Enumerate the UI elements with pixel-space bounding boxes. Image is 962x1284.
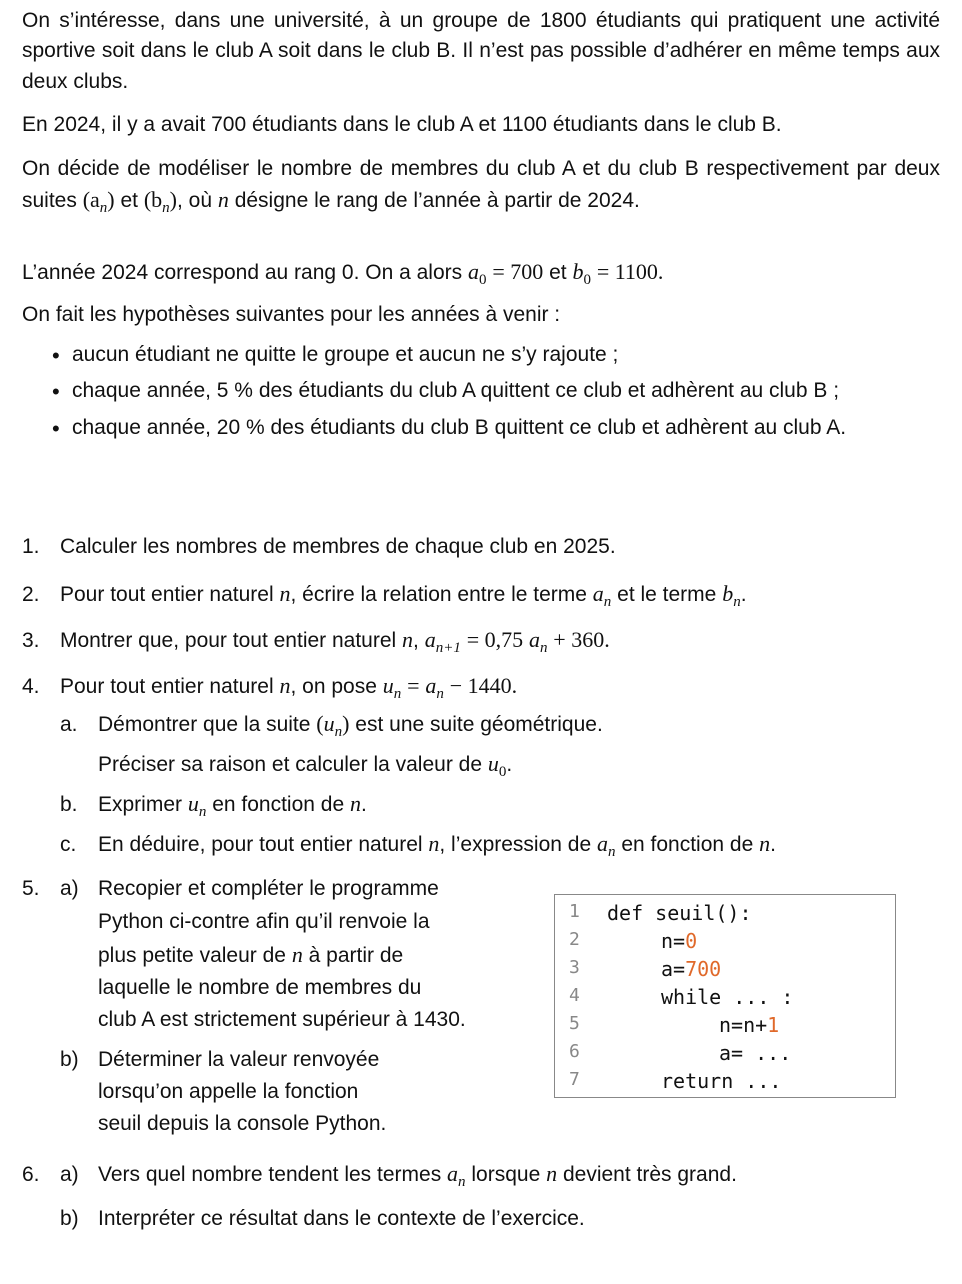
question-2-text-a: Pour tout entier naturel — [60, 583, 274, 606]
question-3-text: Montrer que, pour tout entier naturel — [60, 629, 397, 652]
question-4c-text-b: , l’expression de — [439, 833, 592, 856]
hypothesis-item: • chaque année, 5 % des étudiants du club A quittent ce club et adhèrent au club B ; — [22, 376, 892, 406]
question-1-text: Calculer les nombres de membres de chaque club en 2025. — [60, 535, 616, 558]
question-3-number: 3. — [22, 629, 40, 652]
code-line-5: 5 n=n+1 — [569, 1013, 780, 1037]
question-4b-text-b: en fonction de — [212, 793, 345, 816]
variable-n: n — [217, 187, 229, 213]
question-4a-line2-text: Préciser sa raison et calculer la valeur de — [98, 753, 483, 776]
intro-paragraph-4 — [22, 256, 940, 292]
question-2-text-b: , écrire la relation entre le terme — [290, 583, 587, 606]
question-6a-text-a: Vers quel nombre tendent les termes — [98, 1163, 442, 1186]
question-3-coefficient: = 0,75 — [466, 627, 524, 652]
hypothesis-item: • chaque année, 20 % des étudiants du club B quittent ce club et adhèrent au club A. — [22, 413, 892, 443]
question-4c: c. En déduire, pour tout entier naturel n, l’expression de $a_n$ en fonction de n. — [60, 831, 776, 860]
question-4b-label: b. — [60, 793, 78, 816]
hypotheses-list — [22, 340, 922, 449]
question-4b-text-a: Exprimer — [98, 793, 183, 816]
question-5a-body — [98, 906, 538, 1036]
question-5a-line4: laquelle le nombre de membres du — [98, 975, 422, 999]
question-1-number: 1. — [22, 535, 40, 558]
sequence-b-notation: $(b_n)$ — [143, 187, 177, 217]
b0-term: $b_0$ — [572, 259, 591, 288]
question-2: 2. Pour tout entier naturel n, écrire la relation entre le terme $a_n$ et le terme $b_n$. — [22, 581, 747, 610]
question-4c-text-a: En déduire, pour tout entier naturel — [98, 833, 423, 856]
hypothesis-item: • aucun étudiant ne quitte le groupe et aucun ne s’y rajoute ; — [22, 340, 922, 370]
question-4b: b. Exprimer $u_n$ en fonction de n. — [60, 791, 367, 820]
intro-paragraph-1: On s’intéresse, dans une université, à un groupe de 1800 étudiants qui pratiquent une activité sportive soit dans le club A soit dans le club B. Il n’est pas possible d’adhérer en même temps aux deux clubs. — [22, 9, 940, 93]
question-1 — [22, 532, 940, 562]
question-6a: 6. a) Vers quel nombre tendent les termes $a_n$ lorsque n devient très grand. — [22, 1161, 737, 1190]
question-5-number: 5. — [22, 877, 40, 900]
question-5b-line1: Déterminer la valeur renvoyée — [98, 1048, 380, 1071]
question-6a-label: a) — [60, 1163, 79, 1186]
question-5b-line2: lorsqu’on appelle la fonction — [98, 1079, 359, 1103]
code-line-7: 7 return ... — [569, 1069, 782, 1093]
question-5a-line5: club A est strictement supérieur à 1430. — [98, 1007, 466, 1031]
question-6b-text: Interpréter ce résultat dans le contexte de l’exercice. — [98, 1207, 585, 1230]
question-6-number: 6. — [22, 1163, 40, 1186]
intro-paragraph-2: En 2024, il y a avait 700 étudiants dans le club A et 1100 étudiants dans le club B. — [22, 113, 782, 136]
question-4-number: 4. — [22, 675, 40, 698]
question-4a-label: a. — [60, 713, 78, 736]
question-5b-line3: seuil depuis la console Python. — [98, 1111, 387, 1135]
question-4c-label: c. — [60, 833, 77, 856]
question-5a-line1: Recopier et compléter le programme — [98, 877, 439, 900]
question-4c-text-c: en fonction de — [621, 833, 754, 856]
question-6b — [60, 1204, 940, 1234]
question-4: 4. Pour tout entier naturel n, on pose $u_n = a_n - 1440$. — [22, 673, 518, 702]
question-4a: a. Démontrer que la suite $(u_n)$ est une suite géométrique. — [60, 711, 603, 740]
question-5a-line2: Python ci-contre afin qu’il renvoie la — [98, 910, 430, 933]
question-6a-text-b: lorsque — [471, 1163, 541, 1186]
intro-p3-text-c: désigne le rang de l’année à partir de 2024. — [234, 189, 640, 213]
question-3: 3. Montrer que, pour tout entier naturel n, $a_{n+1} = 0,75$ $a_n + 360$. — [22, 627, 610, 656]
python-code-box — [554, 894, 896, 1098]
question-3-constant: + 360. — [553, 627, 610, 652]
code-line-3: 3 a=700 — [569, 957, 722, 981]
b0-value: = 1100. — [596, 259, 664, 284]
question-2-text-c: et le terme — [617, 583, 717, 606]
question-4a-text-b: est une suite géométrique. — [355, 713, 603, 736]
question-4-constant: − 1440. — [449, 673, 518, 698]
intro-p4-et: et — [549, 261, 567, 284]
question-5b — [60, 1044, 540, 1140]
question-5a-line3: plus petite valeur de n à partir de — [98, 941, 404, 967]
code-line-6: 6 a= ... — [569, 1041, 792, 1065]
intro-p3-text-b: , où — [176, 189, 213, 213]
question-4-text-a: Pour tout entier naturel — [60, 675, 274, 698]
a0-term: $a_0$ — [468, 259, 487, 288]
intro-p4-text: L’année 2024 correspond au rang 0. On a alors — [22, 261, 463, 284]
code-line-1: 1 def seuil(): — [569, 901, 752, 925]
question-5a-label: a) — [60, 877, 79, 900]
question-6a-text-c: devient très grand. — [562, 1163, 737, 1186]
intro-paragraph-3 — [22, 154, 940, 220]
question-2-number: 2. — [22, 583, 40, 606]
intro-p3-et: et — [120, 189, 138, 213]
code-line-4: 4 while ... : — [569, 985, 794, 1009]
question-4a-text: Démontrer que la suite — [98, 713, 311, 736]
intro-paragraph-5: On fait les hypothèses suivantes pour les années à venir : — [22, 303, 561, 326]
sequence-a-notation: $(a_n)$ — [82, 187, 115, 217]
code-line-2: 2 n=0 — [569, 929, 698, 953]
question-6b-label: b) — [60, 1207, 79, 1230]
a0-value: = 700 — [492, 259, 544, 284]
question-5a — [22, 874, 542, 904]
question-4-text-b: , on pose — [290, 675, 377, 698]
question-5b-label: b) — [60, 1048, 79, 1071]
question-4a-line2: Préciser sa raison et calculer la valeur de $u_0$. — [98, 751, 513, 780]
intro-p3-text-a: On décide de modéliser le nombre de membres du club A et du club B respectivement par deux suites — [22, 157, 940, 213]
